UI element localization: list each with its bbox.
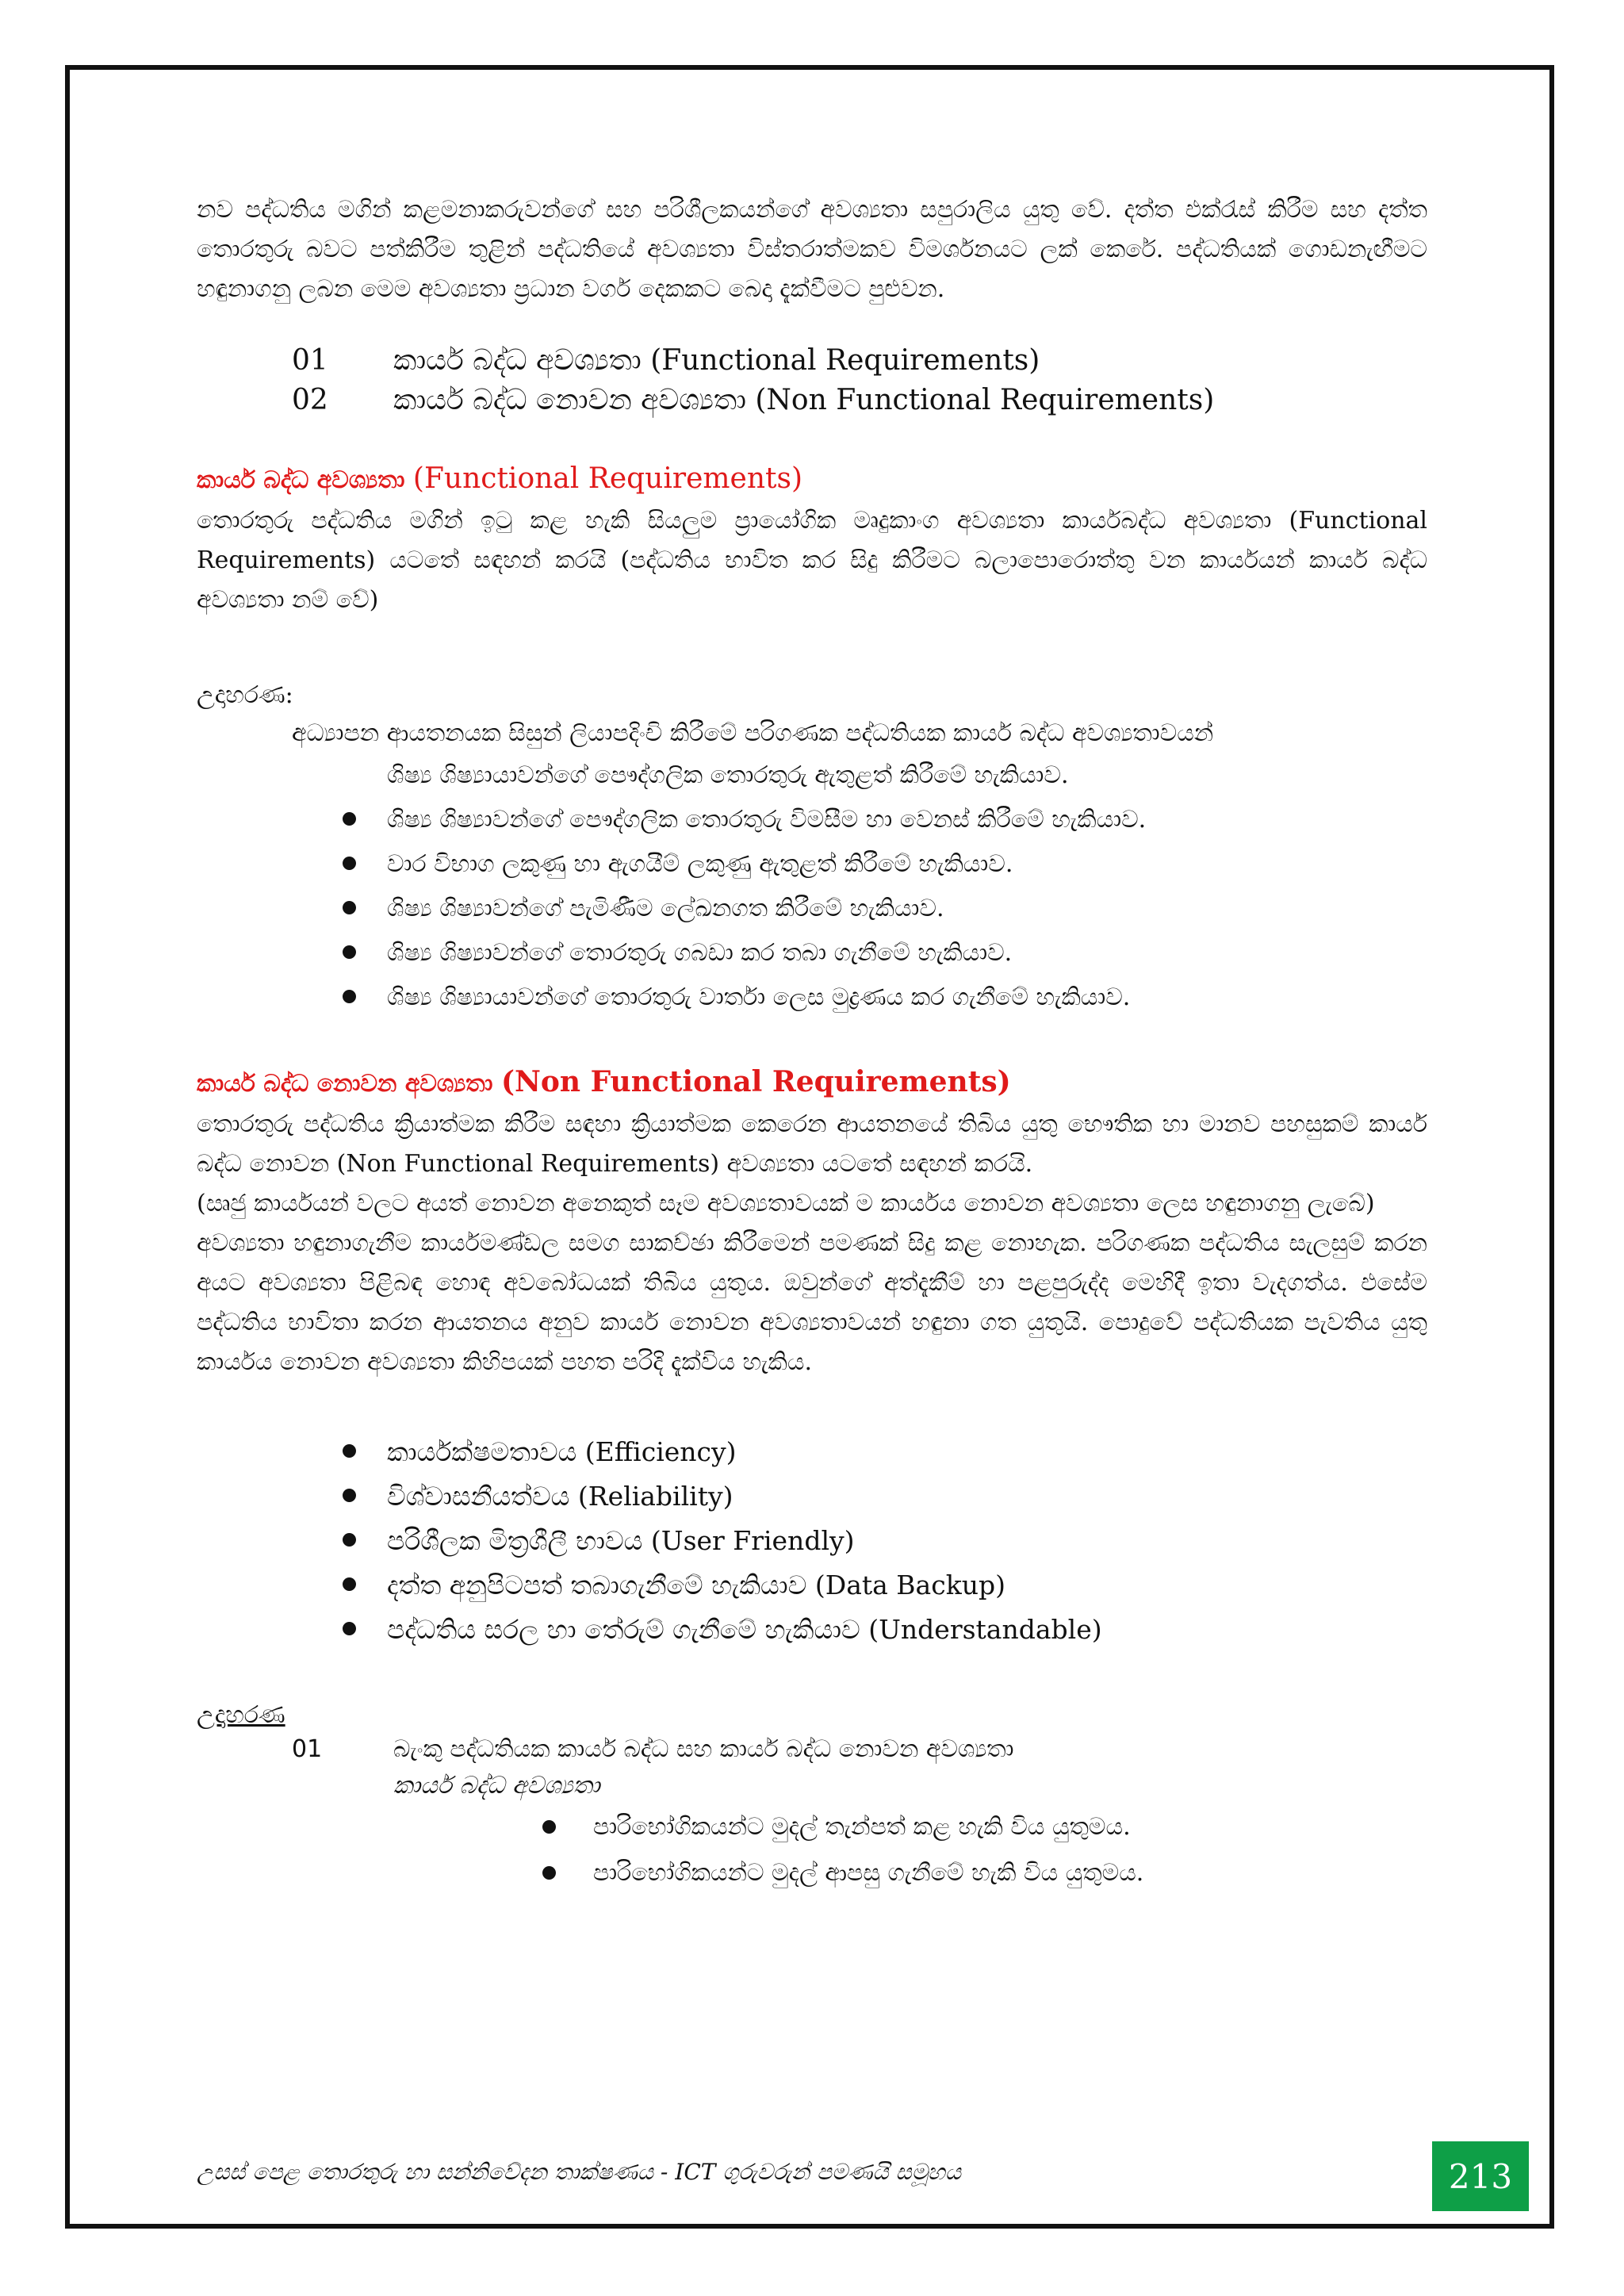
bullet-icon	[343, 857, 356, 870]
nonfunctional-heading	[197, 1061, 1427, 1105]
nonfunctional-detail: අවශ්‍යතා හඳුනාගැනීම කාර්යමණ්ඩල සමග සාකච්ඡා කිරීමෙන් පමණක් සිදු කළ නොහැක. පරිගණක පද්ධතිය සැලසුම් කරන අයට අවශ්‍යතා පිළිබඳ හොඳ අවබෝධයක් තිබිය යුතුය. ඔවුන්ගේ අත්දැකීම් හා පළපුරුද්ද මෙහිදී ඉතා වැදගත්ය. එසේම පද්ධතිය භාවිතා කරන ආයතනය අනුව කාර්ය නොවන අවශ්‍යතාවයන් හඳුනා ගත යුතුයි. පොදුවේ පද්ධතියක පැවතිය යුතු කාර්යය නොවන අවශ්‍යතා කිහිපයක් පහත පරිදි දැක්විය හැකිය.	[197, 1229, 1427, 1376]
item-text: ශිෂ්‍ය ශිෂ්‍යාවන්ගේ පැමිණීම ලේඛනගත කිරීමේ හැකියාව.	[387, 895, 944, 922]
item-text: ශිෂ්‍ය ශිෂ්‍යාවන්ගේ පෞද්ගලික තොරතුරු විමසීම හා වෙනස් කිරීමේ හැකියාව.	[387, 806, 1147, 834]
functional-heading	[197, 458, 1427, 501]
page-footer: උසස් පෙළ තොරතුරු හා සන්නිවේදන තාක්ෂණය - ICT ගුරුවරුන් පමණයි සමූහය	[197, 2159, 961, 2185]
functional-body: තොරතුරු පද්ධතිය මගින් ඉටු කළ හැකි සියලුම ප්‍රායෝගික මෘදුකාංග අවශ්‍යතා කාර්යබද්ධ අවශ්‍යතා (Functional Requirements) යටතේ සඳහන් කරයි (පද්ධතිය භාවිත කර සිදු කිරීමට බලාපොරොත්තු වන කාර්යයන් කාර්ය බද්ධ අවශ්‍යතා නම් වේ)	[197, 507, 1427, 614]
functional-examples-list	[197, 753, 1427, 1020]
nonfunctional-body: තොරතුරු පද්ධතිය ක්‍රියාත්මක කිරීම සඳහා ක්‍රියාත්මක කෙරෙන ආයතනයේ තිබිය යුතු භෞතික හා මානව පහසුකම් කාර්ය බද්ධ නොවන (Non Functional Requirements) අවශ්‍යතා යටතේ සඳහන් කරයි.	[197, 1110, 1427, 1178]
nonfunctional-list	[197, 1430, 1427, 1652]
heading-sinhala: කාර්ය බද්ධ අවශ්‍යතා	[197, 466, 413, 494]
bullet-icon	[542, 1866, 556, 1880]
bullet-icon	[343, 945, 356, 959]
item-text: කාර්යක්ෂමතාවය (Efficiency)	[387, 1436, 737, 1467]
item-label: කාර්ය බද්ධ නොවන අවශ්‍යතා (Non Functional Requirements)	[393, 384, 1215, 416]
list-item	[197, 887, 1427, 931]
example-label: උදාහරණ:	[197, 681, 293, 709]
bullet-icon	[343, 1577, 356, 1591]
list-item	[197, 1563, 1427, 1608]
item-number: 01	[292, 344, 328, 377]
list-item	[197, 1804, 1427, 1850]
page-content	[197, 190, 1427, 1896]
bullet-icon	[343, 1533, 356, 1547]
example2-row	[197, 1731, 1427, 1768]
list-item	[197, 842, 1427, 887]
bullet-icon	[542, 1820, 556, 1834]
item-text: ශිෂ්‍ය ශිෂ්‍යාවන්ගේ තොරතුරු ගබඩා කර තබා ගැනීමේ හැකියාව.	[387, 939, 1013, 967]
bullet-icon	[343, 1622, 356, 1635]
example2-label: උදාහරණ	[197, 1701, 285, 1729]
heading-sinhala: කාර්ය බද්ධ නොවන අවශ්‍යතා	[197, 1070, 501, 1098]
item-text: පාරිභෝගිකයන්ට මුදල් ආපසු ගැනීමේ හැකි විය යුතුමය.	[593, 1859, 1144, 1887]
nonfunctional-note: (ඍජු කාර්යයන් වලට අයත් නොවන අනෙකුත් සෑම අවශ්‍යතාවයක් ම කාර්යය නොවන අවශ්‍යතා ලෙස හඳුනාගනු ලැබේ)	[197, 1190, 1375, 1217]
item-text: ශිෂ්‍ය ශිෂ්‍යායාවන්ගේ පෞද්ගලික තොරතුරු ඇතුළත් කිරීමේ හැකියාව.	[387, 761, 1069, 789]
example2-title: බැංකු පද්ධතියක කාර්ය බද්ධ සහ කාර්ය බද්ධ නොවන අවශ්‍යතා	[393, 1735, 1014, 1763]
item-number: 02	[292, 384, 328, 416]
item-text: විශ්වාසනීයත්වය (Reliability)	[387, 1481, 733, 1512]
heading-english: (Functional Requirements)	[412, 462, 803, 495]
list-item	[197, 341, 1427, 381]
list-item	[197, 1519, 1427, 1563]
example2-subtitle: කාර්ය බද්ධ අවශ්‍යතා	[393, 1772, 600, 1800]
item-label: කාර්ය බද්ධ අවශ්‍යතා (Functional Requirements)	[393, 344, 1040, 377]
bullet-icon	[343, 812, 356, 826]
page-number: 213	[1432, 2141, 1529, 2211]
bullet-icon	[343, 1489, 356, 1502]
list-item	[197, 1850, 1427, 1896]
list-item	[197, 976, 1427, 1020]
bullet-icon	[343, 1444, 356, 1458]
item-number: 01	[292, 1735, 323, 1763]
item-text: දත්ත අනුපිටපත් තබාගැනීමේ හැකියාව (Data Backup)	[387, 1570, 1005, 1600]
list-item	[197, 753, 1427, 798]
item-text: වාර විභාග ලකුණු හා ඇගයීම් ලකුණු ඇතුළත් කිරීමේ හැකියාව.	[387, 850, 1013, 878]
list-item	[197, 1474, 1427, 1519]
list-item	[197, 381, 1427, 420]
spacer	[197, 1382, 1427, 1430]
list-item	[197, 1430, 1427, 1474]
list-item	[197, 931, 1427, 976]
item-text: පරිශීලක මිත්‍රශීලී භාවය (User Friendly)	[387, 1525, 855, 1556]
item-text: පාරිභෝගිකයන්ට මුදල් තැන්පත් කළ හැකි විය යුතුමය.	[593, 1813, 1131, 1841]
example-intro: අධ්‍යාපන ආයතනයක සිසුන් ලියාපදිංචි කිරීමේ පරිගණක පද්ධතියක කාර්ය බද්ධ අවශ්‍යතාවයන්	[292, 719, 1214, 747]
list-item	[197, 1608, 1427, 1652]
item-text: ශිෂ්‍ය ශිෂ්‍යායාවන්ගේ තොරතුරු වාර්තා ලෙස මුද්‍රණය කර ගැනීමේ හැකියාව.	[387, 983, 1131, 1011]
list-item	[197, 798, 1427, 842]
bullet-icon	[343, 901, 356, 914]
bullet-icon	[343, 990, 356, 1003]
example2-list	[197, 1804, 1427, 1896]
intro-paragraph: නව පද්ධතිය මගින් කළමනාකරුවන්ගේ සහ පරිශීලකයන්ගේ අවශ්‍යතා සපුරාලිය යුතු වේ. දත්ත එක්රැස් කිරීම සහ දත්ත තොරතුරු බවට පත්කිරීම තුළින් පද්ධතියේ අවශ්‍යතා විස්තරාත්මකව විමර්ශනයට ලක් කෙරේ. පද්ධතියක් ගොඩනැඟීමට හඳුනාගනු ලබන මෙම අවශ්‍යතා ප්‍රධාන වර්ග දෙකකට බෙදා දැක්වීමට පුළුවන.	[197, 196, 1427, 303]
item-text: පද්ධතිය සරල හා තේරුම් ගැනීමේ හැකියාව (Understandable)	[387, 1614, 1102, 1645]
requirement-types-list	[197, 341, 1427, 420]
heading-english: (Non Functional Requirements)	[500, 1065, 1011, 1098]
